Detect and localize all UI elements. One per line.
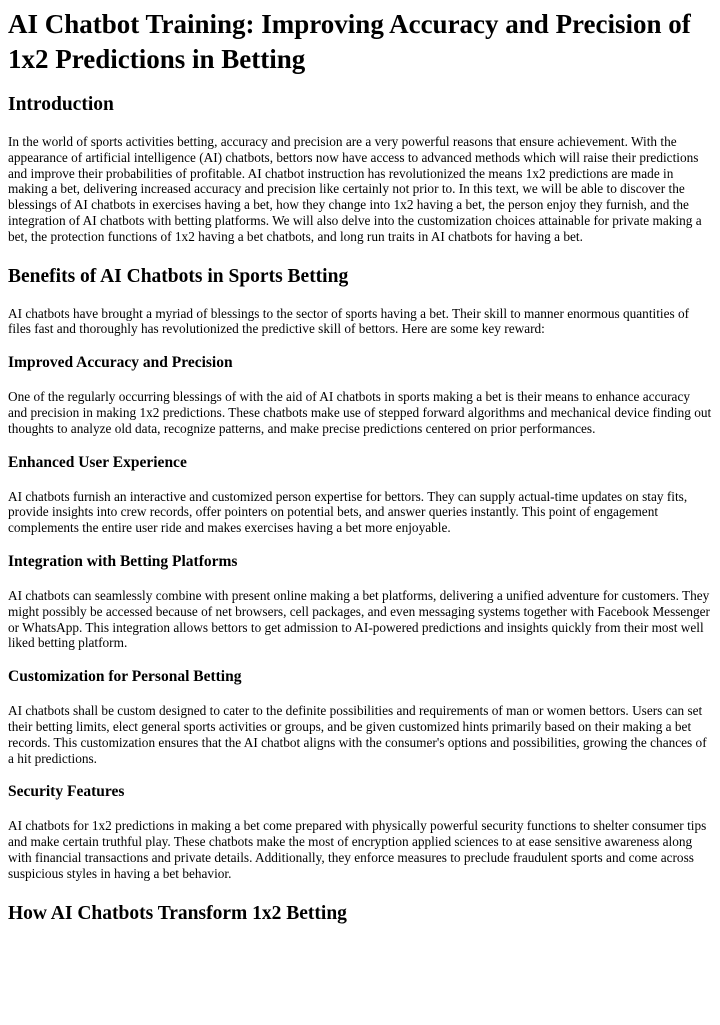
customization-paragraph: AI chatbots shall be custom designed to cater to the definite possibilities and requirements of man or women bettors. Users can set their betting limits, elect general sports activities or groups, and be given customized hints primarily based on their making a bet records. This customization ensures that the AI chatbot aligns with the consumer's options and possibilities, growing the chances of a hit predictions. [8, 703, 707, 766]
section-heading-introduction: Introduction [8, 94, 114, 115]
user-experience-paragraph: AI chatbots furnish an interactive and customized person expertise for bettors. They can supply actual-time updates on stay fits, provide insights into crew records, offer pointers on potential bets, and answer queries instantly. This point of engagement complements the entire user ride and makes exercises having a bet more enjoyable. [8, 488, 688, 536]
document-page [0, 7, 720, 926]
integration-paragraph: AI chatbots can seamlessly combine with present online making a bet platforms, delivering a unified adventure for customers. They might possibly be accessed because of net browsers, cell packages, and even messaging systems together with Facebook Messenger or WhatsApp. This integration allows bettors to get admission to AI-powered predictions and insights quickly from their most well liked betting platform. [8, 587, 710, 651]
subheading-customization: Customization for Personal Betting [8, 668, 242, 686]
accuracy-paragraph: One of the regularly occurring blessings of with the aid of AI chatbots in sports making a bet is their means to enhance accuracy and precision in making 1x2 predictions. These chatbots make use of stepped forward algorithms and mechanical device finding out thoughts to analyze old data, recognize patterns, and make precise predictions centered on prior performances. [8, 389, 712, 436]
subheading-accuracy: Improved Accuracy and Precision [8, 354, 233, 372]
benefits-paragraph: AI chatbots have brought a myriad of blessings to the sector of sports having a bet. Their skill to manner enormous quantities of files fast and thoroughly has revolutionized the predictive skill of bettors. Here are some key reward: [8, 305, 690, 337]
subheading-security: Security Features [8, 783, 125, 801]
security-paragraph: AI chatbots for 1x2 predictions in making a bet come prepared with physically powerful security functions to shelter consumer tips and make certain truthful play. These chatbots make the most of encryption applied sciences to at ease sensitive awareness along with financial transactions and private details. Additionally, they enforce measures to preclude fraudulent sports and come across suspicious styles in having a bet behavior. [8, 818, 707, 881]
introduction-paragraph: In the world of sports activities betting, accuracy and precision are a very powerful reasons that ensure achievement. With the appearance of artificial intelligence (AI) chatbots, bettors now have access to advanced methods which will raise their predictions and improve their probabilities of profitable. AI chatbot instruction has revolutionized the means 1x2 predictions are made in making a bet, delivering increased accuracy and precision like certainly not prior to. In this text, we will be able to discover the blessings of AI chatbots in exercises having a bet, how they change into 1x2 having a bet, the person enjoy they furnish, and the integration of AI chatbots with betting platforms. We will also delve into the customization choices attainable for private making a bet, the protection functions of 1x2 having a bet chatbots, and long run traits in AI chatbots for having a bet. [8, 134, 702, 244]
section-heading-transform: How AI Chatbots Transform 1x2 Betting [8, 902, 347, 924]
page-title: AI Chatbot Training: Improving Accuracy and Precision of 1x2 Predictions in Betting [8, 9, 691, 74]
subheading-user-experience: Enhanced User Experience [8, 453, 187, 471]
subheading-integration: Integration with Betting Platforms [8, 552, 238, 570]
section-heading-benefits: Benefits of AI Chatbots in Sports Betting [8, 265, 349, 287]
